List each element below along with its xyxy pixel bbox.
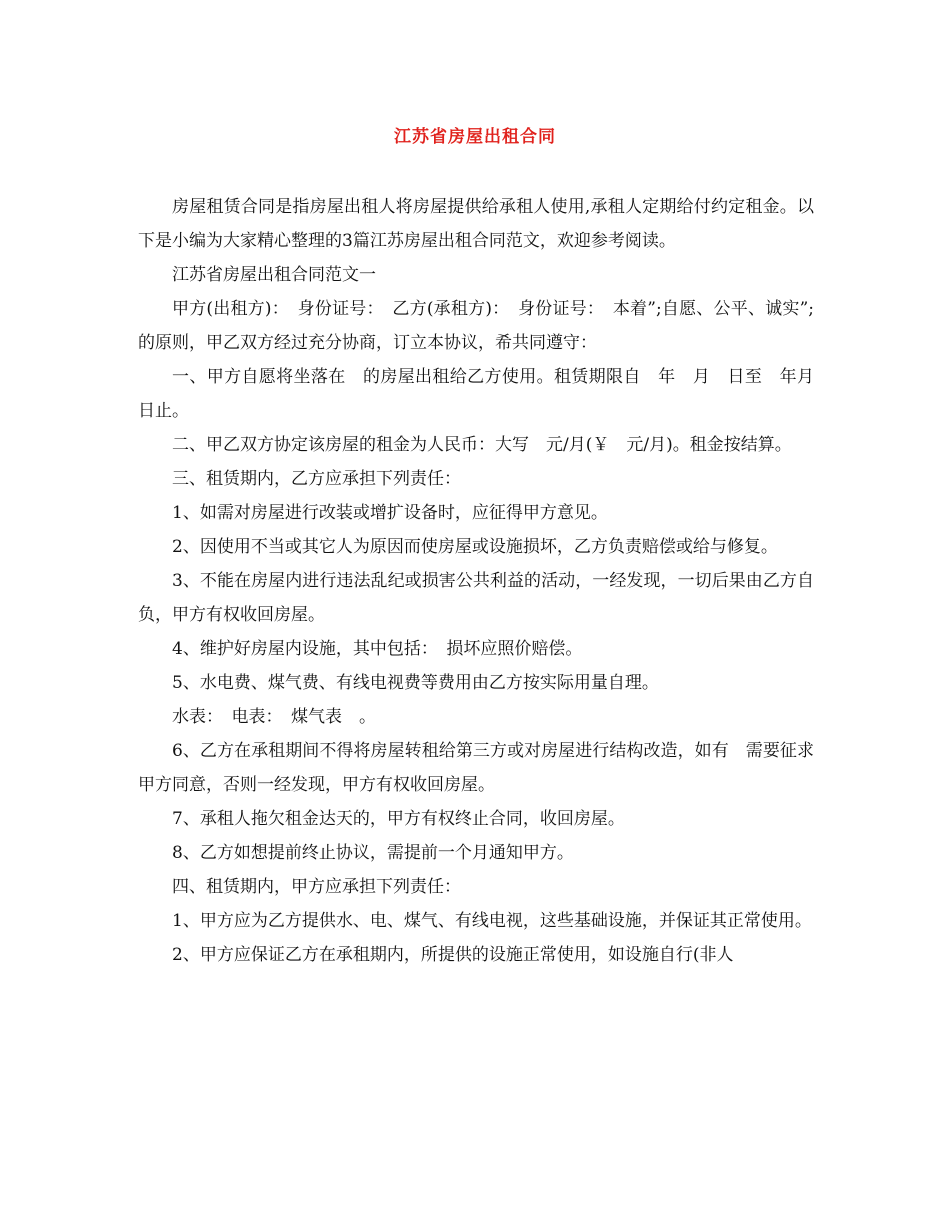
paragraph: 2、甲方应保证乙方在承租期内，所提供的设施正常使用，如设施自行(非人 [172,945,734,965]
paragraph: 甲方(出租方)： 身份证号： 乙方(承租方)： 身份证号： 本着”;自愿、公平、诚实”;的原则，甲乙双方经过充分协商，订立本协议，希共同遵守： [138,299,814,353]
paragraph: 1、甲方应为乙方提供水、电、煤气、有线电视，这些基础设施，并保证其正常使用。 [172,911,812,931]
document-title: 江苏省房屋出租合同 [394,127,556,147]
paragraph: 一、甲方自愿将坐落在 的房屋出租给乙方使用。租赁期限自 年 月 日至 年月 日止。 [138,367,831,421]
paragraph: 二、甲乙双方协定该房屋的租金为人民币：大写 元/月(￥ 元/月)。租金按结算。 [172,435,792,455]
paragraph: 江苏省房屋出租合同范文一 [172,265,376,285]
paragraph: 7、承租人拖欠租金达天的，甲方有权终止合同，收回房屋。 [172,809,625,829]
paragraph: 6、乙方在承租期间不得将房屋转租给第三方或对房屋进行结构改造，如有 需要征求甲方同意，否则一经发现，甲方有权收回房屋。 [138,741,814,795]
paragraph: 水表： 电表： 煤气表 。 [172,707,376,727]
paragraph: 2、因使用不当或其它人为原因而使房屋或设施损坏，乙方负责赔偿或给与修复。 [172,537,778,557]
paragraph: 3、不能在房屋内进行违法乱纪或损害公共利益的活动，一经发现，一切后果由乙方自负，甲方有权收回房屋。 [138,571,814,625]
paragraph: 5、水电费、煤气费、有线电视费等费用由乙方按实际用量自理。 [172,673,659,693]
paragraph: 4、维护好房屋内设施，其中包括： 损坏应照价赔偿。 [172,639,583,659]
document-body [138,190,831,972]
paragraph: 四、租赁期内，甲方应承担下列责任： [172,877,461,897]
paragraph: 房屋租赁合同是指房屋出租人将房屋提供给承租人使用,承租人定期给付约定租金。以下是小编为大家精心整理的3篇江苏房屋出租合同范文，欢迎参考阅读。 [138,197,814,251]
paragraph: 1、如需对房屋进行改装或增扩设备时，应征得甲方意见。 [172,503,608,523]
paragraph: 三、租赁期内，乙方应承担下列责任： [172,469,461,489]
paragraph: 8、乙方如想提前终止协议，需提前一个月通知甲方。 [172,843,574,863]
